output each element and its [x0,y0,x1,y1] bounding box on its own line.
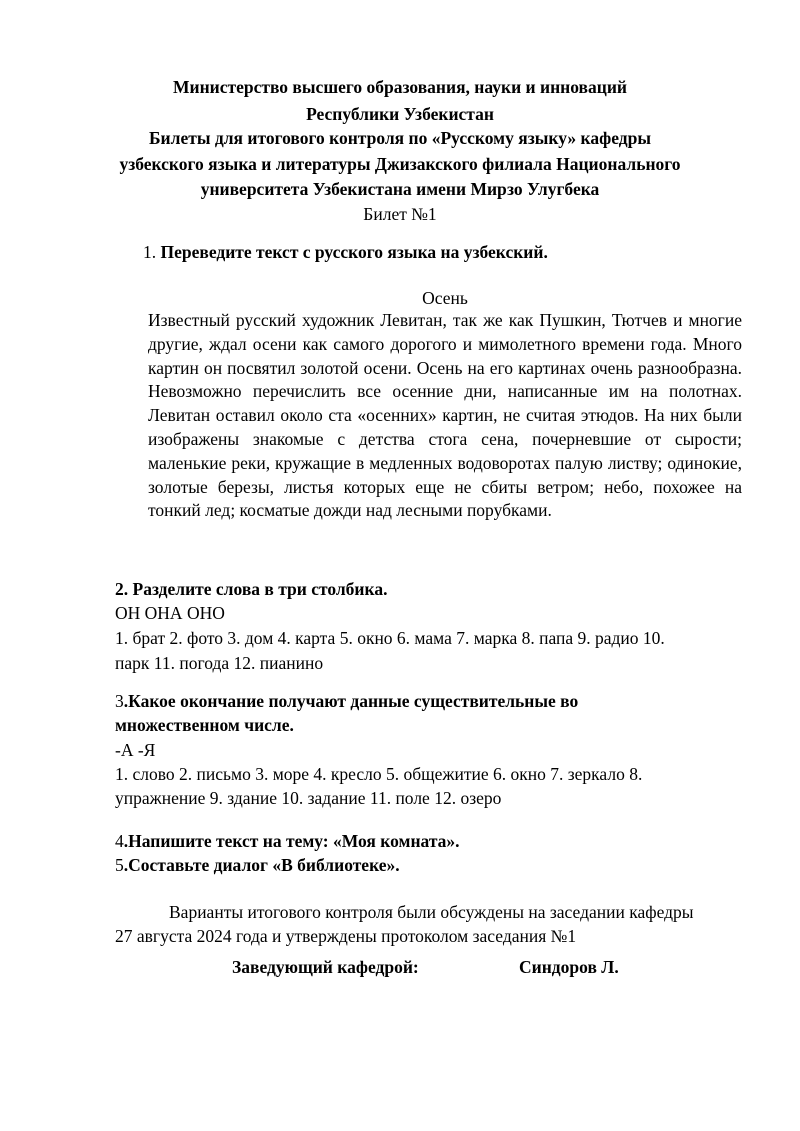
task2-words-line1: 1. брат 2. фото 3. дом 4. карта 5. окно 6. мама 7. марка 8. папа 9. радио 10. [115,628,665,648]
task1-title: Переведите текст с русского языка на узбекский. [160,242,548,262]
department-head-name: Синдоров Л. [519,957,619,977]
task2-columns: ОН ОНА ОНО [115,603,225,623]
tickets-title-line2: узбекского языка и литературы Джизакского филиала Национального [119,154,681,174]
task5-title: .Составьте диалог «В библиотеке». [123,855,400,875]
task1-text: Известный русский художник Левитан, так же как Пушкин, Тютчев и многие другие, ждал осени как самого дорогого и мимолетного времени года. Много картин он посвятил золотой осени. Осень на его картинах очень разнообразна. Невозможно перечислить все осенние дни, написанные им на полотнах. Левитан оставил около ста «осенних» картин, не считая этюдов. На них были изображены знакомые с детства стога сена, почерневшие от сырости; маленькие реки, кружащие в медленных водоворотах палую листву; одинокие, золотые березы, листья которых еще не сбиты ветром; небо, похожее на тонкий лед; косматые дожди над лесными порубками. [148,310,742,521]
task3-title-line1: .Какое окончание получают данные существительные во [123,691,579,711]
task1-number: 1. [143,242,157,262]
tickets-title-line3: университета Узбекистана имени Мирзо Улугбека [200,179,600,199]
task5-number: 5 [115,855,124,875]
footer-note-line2: 27 августа 2024 года и утверждены протоколом заседания №1 [115,926,577,946]
tickets-title-line1: Билеты для итогового контроля по «Русскому языку» кафедры [148,128,651,148]
task3-title-line2: множественном числе. [115,715,294,735]
department-head-label: Заведующий кафедрой: [232,957,419,977]
task2-title: 2. Разделите слова в три столбика. [115,579,388,599]
ministry-title: Министерство высшего образования, науки и инноваций [172,77,628,97]
task3-words-line1: 1. слово 2. письмо 3. море 4. кресло 5. общежитие 6. окно 7. зеркало 8. [115,764,643,784]
task3-words-line2: упражнение 9. здание 10. задание 11. поле 12. озеро [115,788,502,808]
task4-title: .Напишите текст на тему: «Моя комната». [123,831,460,851]
task3-endings: -А -Я [115,740,156,760]
task3-heading [115,689,578,713]
text-title: Осень [422,288,468,308]
task5-heading [115,853,400,877]
task2-words-line2: парк 11. погода 12. пианино [115,653,324,673]
republic-title: Республики Узбекистан [306,104,494,124]
task4-heading [115,829,460,853]
task4-number: 4 [115,831,124,851]
task3-number: 3 [115,691,124,711]
task1-heading [143,240,548,264]
ticket-number: Билет №1 [363,204,437,224]
footer-note-line1: Варианты итогового контроля были обсуждены на заседании кафедры [169,902,694,922]
